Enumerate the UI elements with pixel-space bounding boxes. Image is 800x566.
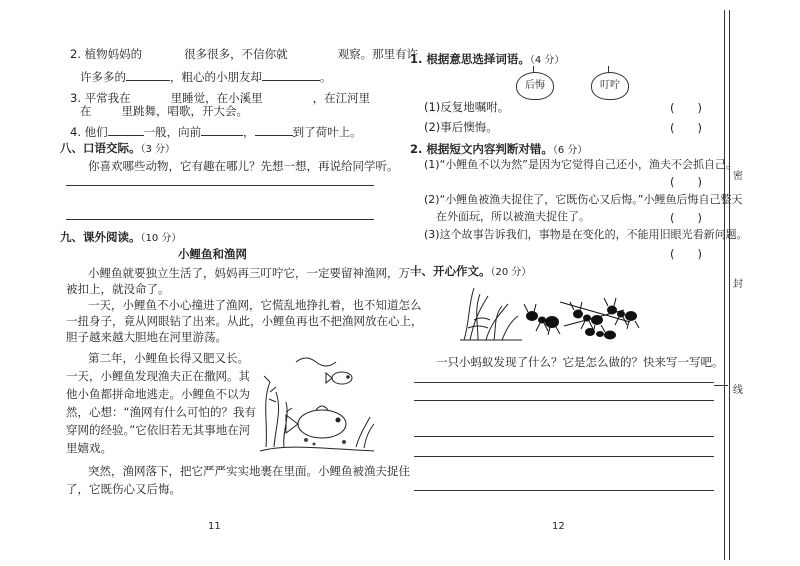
q2-blank-2[interactable] <box>262 69 320 81</box>
r-q2-item2: (2)“小鲤鱼被渔夫捉住了，它既伤心又后悔。”小鲤鱼后悔自己整天 <box>424 193 743 206</box>
margin-mark: 封 <box>733 279 743 290</box>
story-text: 穿网的经验。”它依旧若无其事地在河 <box>66 423 251 437</box>
q4-blank-3[interactable] <box>255 124 293 136</box>
section10-prompt: 一只小蚂蚁发现了什么？它是怎么做的？快来写一写吧。 <box>436 355 724 369</box>
q4-line: 4. 他们 一般，向前 ， 到了荷叶上。 <box>70 125 362 139</box>
story-text: 第二年，小鲤鱼长得又肥又长。 <box>88 351 249 365</box>
story-text: 了，它既伤心又后悔。 <box>66 482 181 496</box>
q3-line2: 在 里跳舞，唱歌，开大会。 <box>80 104 248 118</box>
story-text: 突然，渔网落下，把它严严实实地裹在里面。小鲤鱼被渔夫捉住 <box>88 464 410 478</box>
r-q1-item2: (2)事后懊悔。 <box>424 120 498 134</box>
story-title: 小鲤鱼和渔网 <box>178 247 247 261</box>
story-text: 小鲤鱼就要独立生活了，妈妈再三叮咛它，一定要留神渔网，万一 <box>88 266 422 280</box>
story-text: 胆子越来越大胆地在河里游荡。 <box>66 330 227 344</box>
story-text: 他小鱼都拼命地逃走。小鲤鱼不以为 <box>66 387 250 401</box>
fish-illustration <box>256 352 378 454</box>
story-text: 里嬉戏。 <box>66 441 112 455</box>
section8-prompt: 你喜欢哪些动物，它有趣在哪儿？先想一想，再说给同学听。 <box>88 159 399 173</box>
answer-paren[interactable]: ( ) <box>670 211 702 225</box>
answer-paren[interactable]: ( ) <box>670 175 702 189</box>
r-q2-item3: (3)这个故事告诉我们，事物是在变化的，不能用旧眼光看新问题。 <box>424 228 748 241</box>
q2-blank-1[interactable] <box>126 69 170 81</box>
q4-blank-2[interactable] <box>201 124 243 136</box>
q2-line2: 许多多的 ，粗心的小朋友却 。 <box>80 70 332 84</box>
writing-line[interactable] <box>414 490 714 491</box>
answer-paren[interactable]: ( ) <box>670 101 702 115</box>
answer-line[interactable] <box>66 185 374 186</box>
margin-tick <box>714 385 728 386</box>
writing-line[interactable] <box>414 382 714 383</box>
r-q1-heading: 1. 根据意思选择词语。（4 分） <box>410 52 565 66</box>
answer-line[interactable] <box>66 219 374 220</box>
margin-mark: 线 <box>733 385 743 396</box>
r-q1-item1: (1)反复地嘱咐。 <box>424 100 510 114</box>
sealing-line <box>729 10 730 560</box>
writing-line[interactable] <box>414 400 714 401</box>
writing-line[interactable] <box>414 436 714 437</box>
q3-line1: 3. 平常我在 里睡觉，在小溪里 ，在江河里 <box>70 91 371 105</box>
r-q2-item1: (1)“小鲤鱼不以为然”是因为它觉得自己还小，渔夫不会抓自己。 <box>424 158 737 171</box>
section8-heading: 八、口语交际。（3 分） <box>60 141 176 155</box>
story-text: 被扣上，就没命了。 <box>66 282 170 296</box>
page-number: 12 <box>552 521 565 532</box>
r-q2-item2-cont: 在外面玩，所以被渔夫捉住了。 <box>436 210 590 223</box>
margin-mark: 密 <box>733 171 743 182</box>
answer-paren[interactable]: ( ) <box>670 247 702 261</box>
q4-blank-1[interactable] <box>108 124 144 136</box>
story-text: 一扭身子，竟从网眼钻了出来。从此，小鲤鱼再也不把渔网放在心上， <box>66 314 423 328</box>
sealing-line <box>724 10 725 560</box>
writing-line[interactable] <box>414 456 714 457</box>
apple-word-card: 后悔 <box>516 72 554 100</box>
story-text: 然，心想：“渔网有什么可怕的？我有 <box>66 405 256 419</box>
answer-paren[interactable]: ( ) <box>670 121 702 135</box>
section9-heading: 九、课外阅读。（10 分） <box>60 230 182 244</box>
story-text: 一天，小鲤鱼不小心撞进了渔网，它慌乱地挣扎着，也不知道怎么 <box>88 298 422 312</box>
story-text: 一天，小鲤鱼发现渔夫正在撒网。其 <box>66 369 250 383</box>
apple-word-card: 叮咛 <box>591 72 629 100</box>
r-q2-heading: 2. 根据短文内容判断对错。（6 分） <box>410 142 588 156</box>
section10-heading: 十、开心作文。（20 分） <box>410 264 532 278</box>
q2-line1: 2. 植物妈妈的 很多很多，不信你就 观察。那里有许 <box>70 47 419 61</box>
page-number: 11 <box>208 521 221 532</box>
ants-illustration <box>460 282 656 344</box>
